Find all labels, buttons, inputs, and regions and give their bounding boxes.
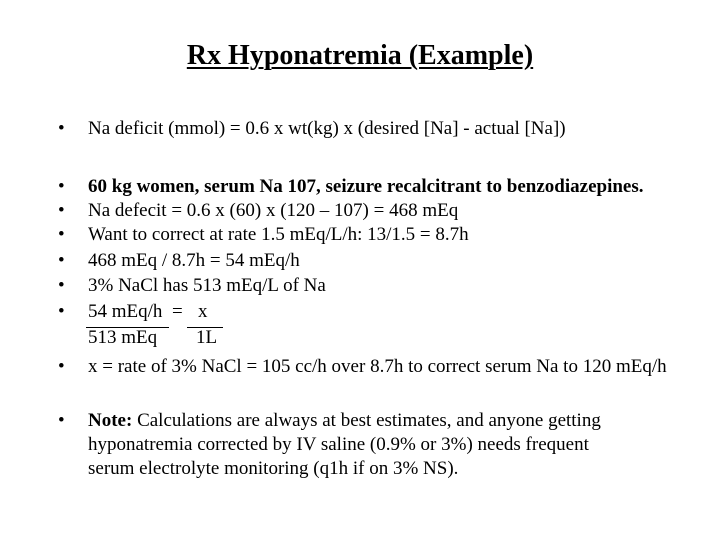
formula-text: Na deficit (mmol) = 0.6 x wt(kg) x (desired [Na] - actual [Na]) [88, 118, 566, 139]
bullet-icon: • [58, 410, 65, 431]
proportion-equals: = [172, 301, 183, 322]
result-item [58, 356, 667, 378]
formula-item [58, 118, 566, 140]
case-text: 60 kg women, serum Na 107, seizure recalcitrant to benzodiazepines. [88, 176, 644, 197]
note-item [58, 410, 601, 432]
proportion-denominator-right: 1L [196, 327, 218, 348]
bullet-icon: • [58, 176, 65, 197]
bullet-icon: • [58, 250, 65, 271]
case-item [58, 200, 458, 222]
bullet-icon: • [58, 200, 65, 221]
case-text: 468 mEq / 8.7h = 54 mEq/h [88, 250, 300, 271]
result-text: x = rate of 3% NaCl = 105 cc/h over 8.7h to correct serum Na to 120 mEq/h [88, 356, 667, 377]
case-item [58, 275, 326, 297]
case-item [58, 176, 644, 198]
bullet-icon: • [58, 301, 65, 322]
case-item [58, 224, 469, 246]
proportion-denominator-left: 513 mEq [88, 327, 158, 348]
note-text-line2: hyponatremia corrected by IV saline (0.9% or 3%) needs frequent [88, 434, 589, 455]
proportion-item [58, 301, 162, 323]
note-label: Note: [88, 410, 133, 431]
case-text: Na defecit = 0.6 x (60) x (120 – 107) = 468 mEq [88, 200, 459, 221]
bullet-icon: • [58, 118, 65, 139]
note-text-line1: Calculations are always at best estimates, and anyone getting [132, 410, 601, 431]
bullet-icon: • [58, 356, 65, 377]
bullet-icon: • [58, 224, 65, 245]
case-item [58, 250, 300, 272]
proportion-numerator-left: 54 mEq/h [88, 301, 163, 322]
bullet-icon: • [58, 275, 65, 296]
case-text: Want to correct at rate 1.5 mEq/L/h: 13/1.5 = 8.7h [88, 224, 469, 245]
note-text-line3: serum electrolyte monitoring (q1h if on 3% NS). [88, 458, 459, 479]
slide-title: Rx Hyponatremia (Example) [186, 40, 534, 71]
proportion-numerator-right: x [198, 301, 208, 322]
case-text: 3% NaCl has 513 mEq/L of Na [88, 275, 326, 296]
